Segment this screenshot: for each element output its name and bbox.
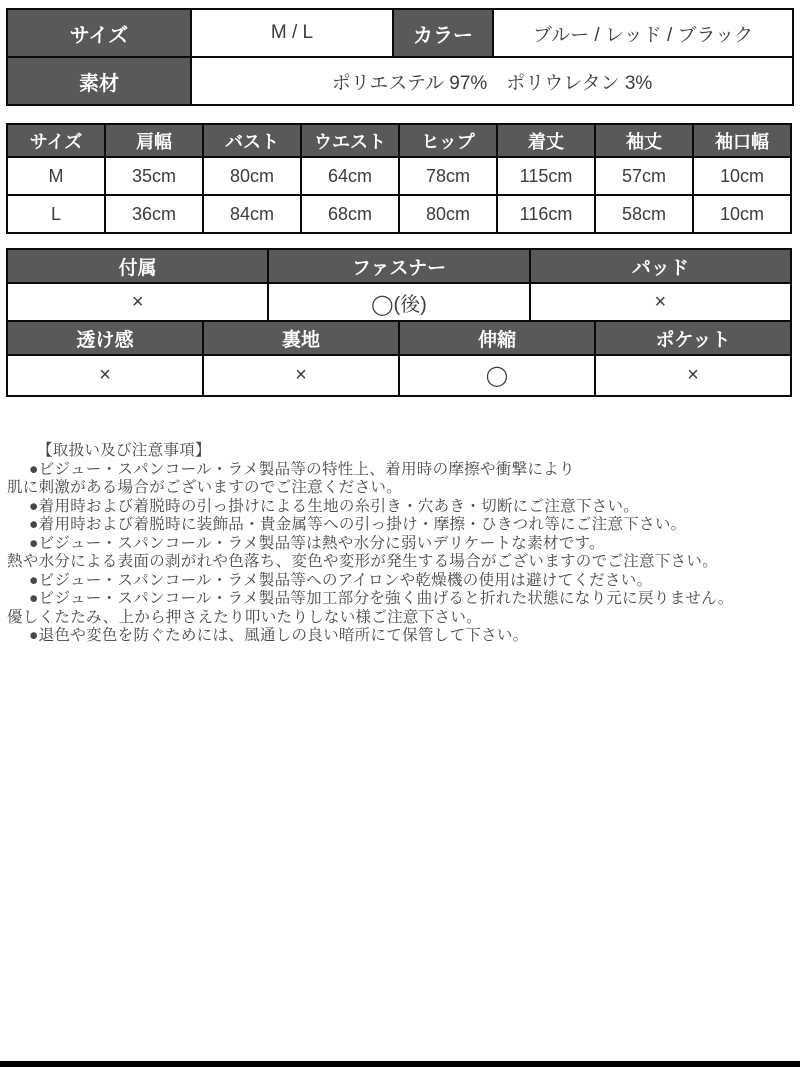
care-instructions-title: 【取扱い及び注意事項】 [37,442,211,459]
care-note-line: ●ビジュー・スパンコール・ラメ製品等は熱や水分に弱いデリケートな素材です。 [29,534,605,552]
header-cell: 肩幅 [105,124,203,157]
value-cell: 80cm [399,195,497,233]
value-cell: × [530,283,791,321]
size-value-cell: M / L [191,9,393,57]
value-cell: 68cm [301,195,399,233]
features-table-top [6,248,792,322]
value-cell: × [595,355,791,396]
value-cell: 35cm [105,157,203,195]
header-cell: 透け感 [7,321,203,355]
size-measurements-table [6,123,792,234]
table-row-size-l [7,195,791,233]
care-note-line: 肌に刺激がある場合がございますのでご注意ください。 [7,479,403,496]
value-cell: L [7,195,105,233]
header-cell: ウエスト [301,124,399,157]
table-header-row [7,124,791,157]
material-label-cell: 素材 [7,57,191,105]
value-cell: 84cm [203,195,301,233]
material-value-cell: ポリエステル 97% ポリウレタン 3% [191,57,793,105]
header-cell: 裏地 [203,321,399,355]
care-note-line: ●ビジュー・スパンコール・ラメ製品等の特性上、着用時の摩擦や衝撃により [29,460,575,478]
care-note-line: ●着用時および着脱時に装飾品・貴金属等への引っ掛け・摩擦・ひきつれ等にご注意下さい。 [29,516,687,533]
table-header-row [7,321,791,355]
header-cell: 伸縮 [399,321,595,355]
value-cell: 10cm [693,195,791,233]
table-row [7,57,793,105]
header-cell: サイズ [7,124,105,157]
value-cell: × [7,283,268,321]
header-cell: 付属 [7,249,268,283]
table-row-size-m [7,157,791,195]
care-note-line: ●ビジュー・スパンコール・ラメ製品等へのアイロンや乾燥機の使用は避けてください。 [29,571,653,589]
table-row [7,355,791,396]
care-note-line: ●ビジュー・スパンコール・ラメ製品等加工部分を強く曲げると折れた状態になり元に戻りません。 [29,590,734,607]
value-cell: 57cm [595,157,693,195]
care-instructions [7,442,795,646]
table-row [7,283,791,321]
care-note-line: ●着用時および着脱時の引っ掛けによる生地の糸引き・穴あき・切断にご注意下さい。 [29,497,640,515]
header-cell: バスト [203,124,301,157]
header-cell: ファスナー [268,249,529,283]
header-cell: 袖丈 [595,124,693,157]
size-label-cell: サイズ [7,9,191,57]
care-note-line: ●退色や変色を防ぐためには、風通しの良い暗所にて保管して下さい。 [29,627,529,644]
value-cell: 58cm [595,195,693,233]
features-table-bottom [6,320,792,397]
value-cell: 64cm [301,157,399,195]
value-cell: ◯(後) [268,283,529,321]
header-cell: 袖口幅 [693,124,791,157]
value-cell: × [7,355,203,396]
value-cell: 80cm [203,157,301,195]
value-cell: 116cm [497,195,595,233]
value-cell: 78cm [399,157,497,195]
value-cell: 115cm [497,157,595,195]
care-note-line: 優しくたたみ、上から押さえたり叩いたりしない様ご注意下さい。 [7,608,482,626]
value-cell: × [203,355,399,396]
bottom-border-bar [0,1061,800,1067]
header-cell: ヒップ [399,124,497,157]
table-header-row [7,249,791,283]
header-cell: 着丈 [497,124,595,157]
header-cell: ポケット [595,321,791,355]
color-value-cell: ブルー / レッド / ブラック [493,9,793,57]
table-row [7,9,793,57]
color-label-cell: カラー [393,9,493,57]
value-cell: ◯ [399,355,595,396]
product-info-table [6,8,794,106]
value-cell: 10cm [693,157,791,195]
value-cell: 36cm [105,195,203,233]
care-note-line: 熱や水分による表面の剥がれや色落ち、変色や変形が発生する場合がございますのでご注意下さい。 [7,553,719,570]
header-cell: パッド [530,249,791,283]
value-cell: M [7,157,105,195]
